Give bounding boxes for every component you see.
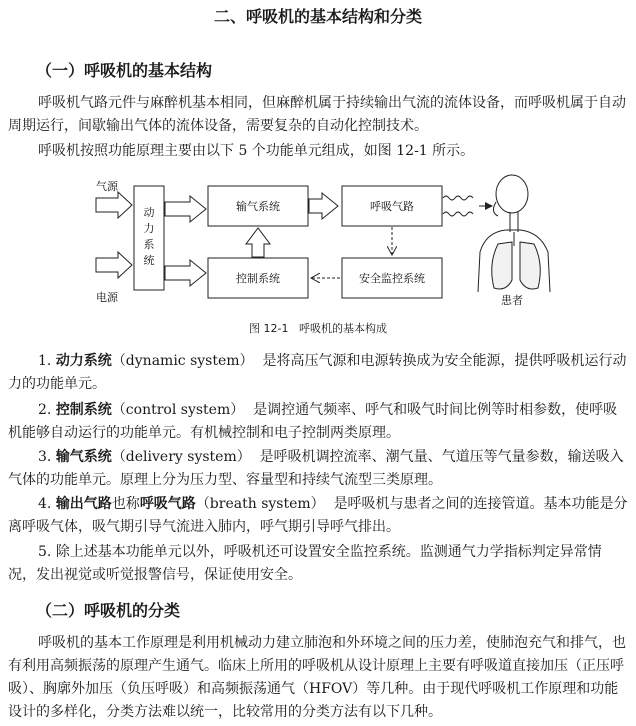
item-1-term: 动力系统 [55,353,112,369]
breathing-tube [443,196,492,216]
item-2: 2. 控制系统（control system） 是调控通气频率、呼气和吸气时间比例等时相参数，使呼吸机能够自动运行的功能单元。有机械控制和电子控制两类原理。 [8,402,618,441]
input-power-label: 电源 [96,291,118,304]
section2-heading: （二）呼吸机的分类 [36,601,181,620]
item-1: 1. 动力系统（dynamic system） 是将高压气源和电源转换成为安全能源，提供呼吸机运行动力的功能单元。 [8,353,627,392]
page-title: 二、呼吸机的基本结构和分类 [213,7,422,26]
item-4-term2: 呼吸气路 [139,496,196,512]
section1-heading: （一）呼吸机的基本结构 [36,61,213,80]
control-system-label: 控制系统 [236,272,280,285]
power-system-char-3: 系 [143,238,155,251]
item-4-term: 输出气路 [55,496,112,512]
patient-figure [478,175,550,292]
figure-caption-number: 图 12-1 [249,322,289,335]
item-3-term: 输气系统 [55,449,112,465]
figure-caption-text: 呼吸机的基本构成 [298,322,387,335]
item-4: 4. 输出气路也称呼吸气路（breath system） 是呼吸机与患者之间的连接管道。基本功能是分离呼吸气体，吸气期引导气流进入肺内，呼气期引导呼气排出。 [8,496,628,535]
power-in-arrow [96,252,132,278]
ventilator-structure-diagram [0,172,636,322]
item-3: 3. 输气系统（delivery system） 是呼吸机调控流率、潮气量、气道压等气量参数，输送吸入气体的功能单元。原理上分为压力型、容量型和持续气流型三类原理。 [8,449,624,488]
power-system-char-1: 动 [143,206,155,219]
input-gas-source-label: 气源 [96,180,118,193]
item-5: 5. 除上述基本功能单元以外，呼吸机还可设置安全监控系统。监测通气力学指标判定异常情况，发出视觉或听觉报警信号，保证使用安全。 [8,544,602,583]
section1-para2: 呼吸机按照功能原理主要由以下 5 个功能单元组成，如图 12-1 所示。 [38,143,475,159]
patient-label: 患者 [501,294,523,307]
gas-in-arrow [96,192,132,218]
figure-caption [0,320,636,336]
safety-monitor-label: 安全监控系统 [359,272,425,285]
power-system-char-2: 力 [143,222,155,235]
power-system-char-4: 统 [143,254,155,267]
breath-system-label: 呼吸气路 [370,200,414,213]
item-2-term: 控制系统 [55,402,112,418]
section1-para1: 呼吸机气路元件与麻醉机基本相同，但麻醉机属于持续输出气流的流体设备，而呼吸机属于自动周期运行，间歇输出气体的流体设备，需要复杂的自动化控制技术。 [8,95,626,134]
delivery-system-label: 输气系统 [236,200,280,213]
section2-para: 呼吸机的基本工作原理是利用机械动力建立肺泡和外环境之间的压力差，使肺泡充气和排气，也有利用高频振荡的原理产生通气。临床上所用的呼吸机从设计原理上主要有呼吸道直接加压（正压呼吸）、胸廓外加压（负压呼吸）和高频振荡通气（HFOV）等几种。由于现代呼吸机工作原理和功能设计的多样化，分类方法难以统一，比较常用的分类方法有以下几种。 [8,635,626,720]
